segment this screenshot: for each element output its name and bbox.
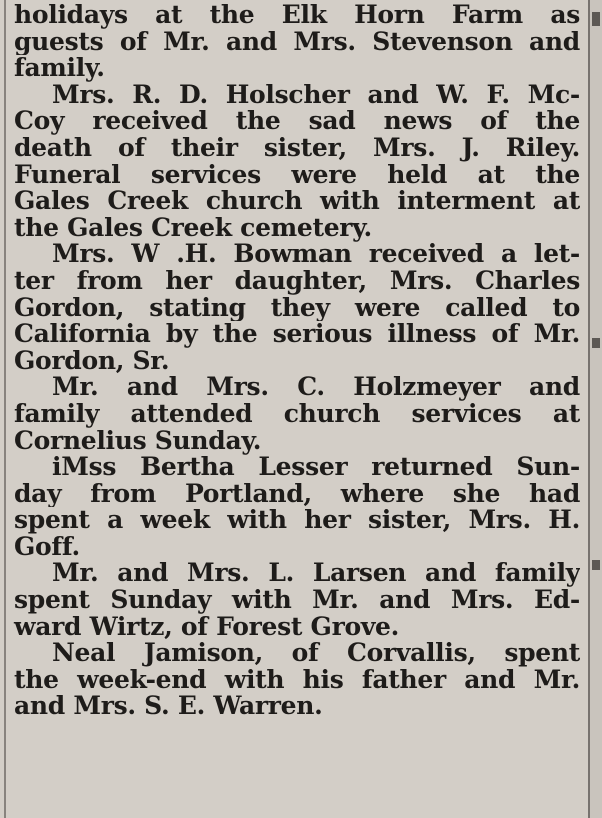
text-line: day from Portland, where she had [14,480,580,508]
text-line: the Gales Creek cemetery. [14,212,372,242]
paragraph-jamison [14,640,580,720]
text-line: guests of Mr. and Mrs. Stevenson and [14,28,580,56]
text-line: and Mrs. S. E. Warren. [14,691,323,721]
paragraph-holscher-mccoy [14,82,580,242]
text-line: Funeral services were held at the [14,161,580,189]
text-line: ward Wirtz, of Forest Grove. [14,611,400,641]
news-column [14,2,580,720]
text-line: death of their sister, Mrs. J. Riley. [14,134,580,162]
text-line: Mr. and Mrs. C. Holzmeyer and [52,374,580,401]
paragraph-bowman [14,241,580,374]
text-line: the week-end with his father and Mr. [14,666,580,694]
text-line: holidays at the Elk Horn Farm as [14,2,580,29]
column-rule-left [4,0,6,818]
text-line: Gales Creek church with interment at [14,188,580,215]
text-line: spent a week with her sister, Mrs. H. [14,507,580,534]
text-line: iMss Bertha Lesser returned Sun- [52,454,580,481]
text-line: family attended church services at [14,400,580,428]
text-line: Mrs. R. D. Holscher and W. F. Mc- [52,81,580,109]
paragraph-elk-horn-farm [14,2,580,82]
text-line: Mrs. W .H. Bowman received a let- [52,241,580,268]
text-line: Coy received the sad news of the [14,108,580,135]
adjacent-column-glyph [592,12,600,26]
text-line: Goff. [14,531,80,561]
adjacent-column-edge [590,0,602,818]
text-line: California by the serious illness of Mr. [14,321,580,348]
text-line: spent Sunday with Mr. and Mrs. Ed- [14,587,580,614]
text-line: family. [14,53,105,83]
text-line: Neal Jamison, of Corvallis, spent [52,640,580,667]
adjacent-column-glyph [592,338,600,348]
paragraph-holzmeyer [14,374,580,454]
adjacent-column-glyph [592,560,600,570]
text-line: Gordon, stating they were called to [14,294,580,322]
text-line: Mr. and Mrs. L. Larsen and family [52,560,580,588]
text-line: Gordon, Sr. [14,345,170,375]
paragraph-larsen [14,560,580,640]
paragraph-lesser [14,454,580,560]
text-line: Cornelius Sunday. [14,425,262,455]
text-line: ter from her daughter, Mrs. Charles [14,267,580,295]
